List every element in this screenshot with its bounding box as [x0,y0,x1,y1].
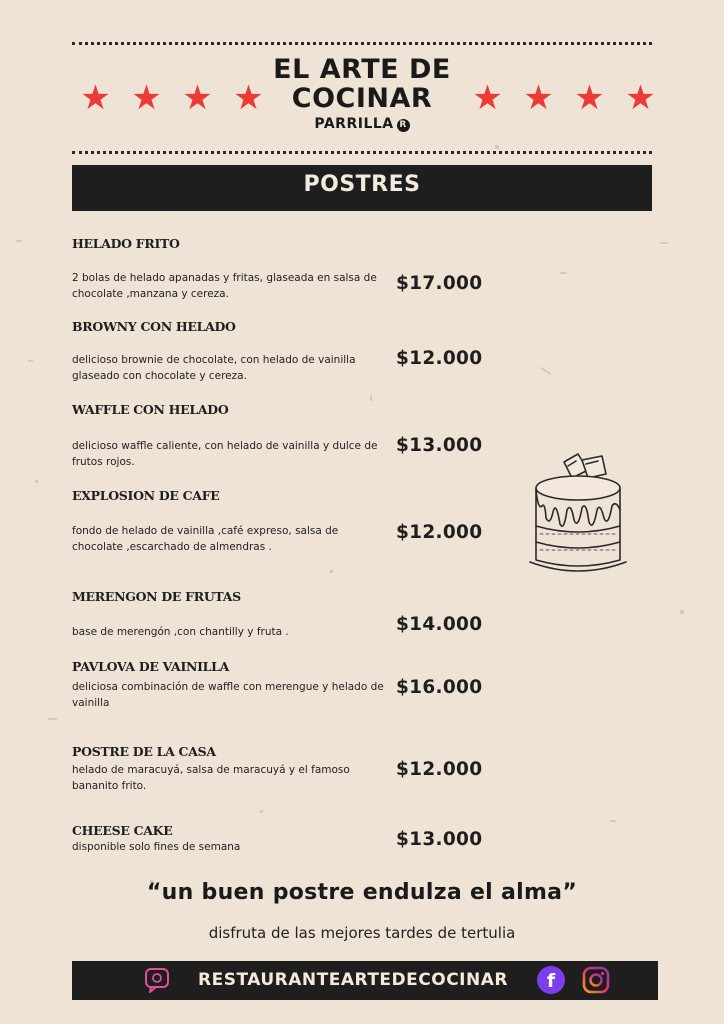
quote: “un buen postre endulza el alma” [146,880,578,905]
facebook-icon[interactable] [536,965,566,995]
item-price: $17.000 [396,273,483,294]
item-description: delicioso brownie de chocolate, con helado de vainilla glaseado con chocolate y cereza. [72,354,356,382]
star-icon: ★ [625,78,656,118]
star-icon: ★ [523,78,554,118]
item-description: helado de maracuyá, salsa de maracuyá y el famoso bananito frito. [72,764,350,792]
item-price: $12.000 [396,522,483,543]
item-name: PAVLOVA DE VAINILLA [72,659,230,674]
item-price: $12.000 [396,348,483,369]
brand-title-line1: EL ARTE DE [273,54,451,85]
right-stars [472,78,656,118]
item-description: disponible solo fines de semana [72,841,241,853]
star-icon: ★ [131,78,162,118]
footer-bar [72,961,658,1000]
brand-subtitle [212,116,512,132]
item-name: EXPLOSION DE CAFE [72,488,220,503]
item-price: $12.000 [396,759,483,780]
brand-title-line2: COCINAR [291,83,433,114]
bottom-divider [72,151,652,154]
star-icon: ★ [80,78,111,118]
item-name: CHEESE CAKE [72,823,173,838]
registered-icon: R [397,119,410,132]
star-icon: ★ [233,78,264,118]
tagline: disfruta de las mejores tardes de tertulia [208,924,516,942]
section-title: POSTRES [303,172,421,197]
item-price: $13.000 [396,435,483,456]
chat-icon[interactable] [144,967,170,993]
instagram-handle[interactable]: RESTAURANTEARTEDECOCINAR [198,970,508,990]
instagram-icon[interactable] [582,966,610,994]
item-description: delicioso waffle caliente, con helado de vainilla y dulce de frutos rojos. [72,440,378,468]
brand-subtitle-text: PARRILLA [314,116,394,132]
cake-illustration [526,448,630,578]
item-price: $14.000 [396,614,483,635]
star-icon: ★ [472,78,503,118]
star-icon: ★ [182,78,213,118]
item-name: WAFFLE CON HELADO [72,402,229,417]
item-price: $13.000 [396,829,483,850]
item-price: $16.000 [396,677,483,698]
brand-title [212,55,512,113]
item-name: POSTRE DE LA CASA [72,744,216,759]
item-description: fondo de helado de vainilla ,café expreso, salsa de chocolate ,escarchado de almendras . [72,525,339,553]
item-description: 2 bolas de helado apanadas y fritas, glaseada en salsa de chocolate ,manzana y cereza. [72,272,377,300]
item-name: HELADO FRITO [72,236,180,251]
top-divider [72,42,652,45]
brand-logo [212,55,512,132]
section-header [72,165,652,211]
facebook-glyph: f [546,970,556,992]
star-icon: ★ [574,78,605,118]
item-name: MERENGON DE FRUTAS [72,589,241,604]
item-name: BROWNY CON HELADO [72,319,236,334]
item-description: base de merengón ,con chantilly y fruta . [72,626,289,638]
item-description: deliciosa combinación de waffle con merengue y helado de vainilla [72,681,384,709]
